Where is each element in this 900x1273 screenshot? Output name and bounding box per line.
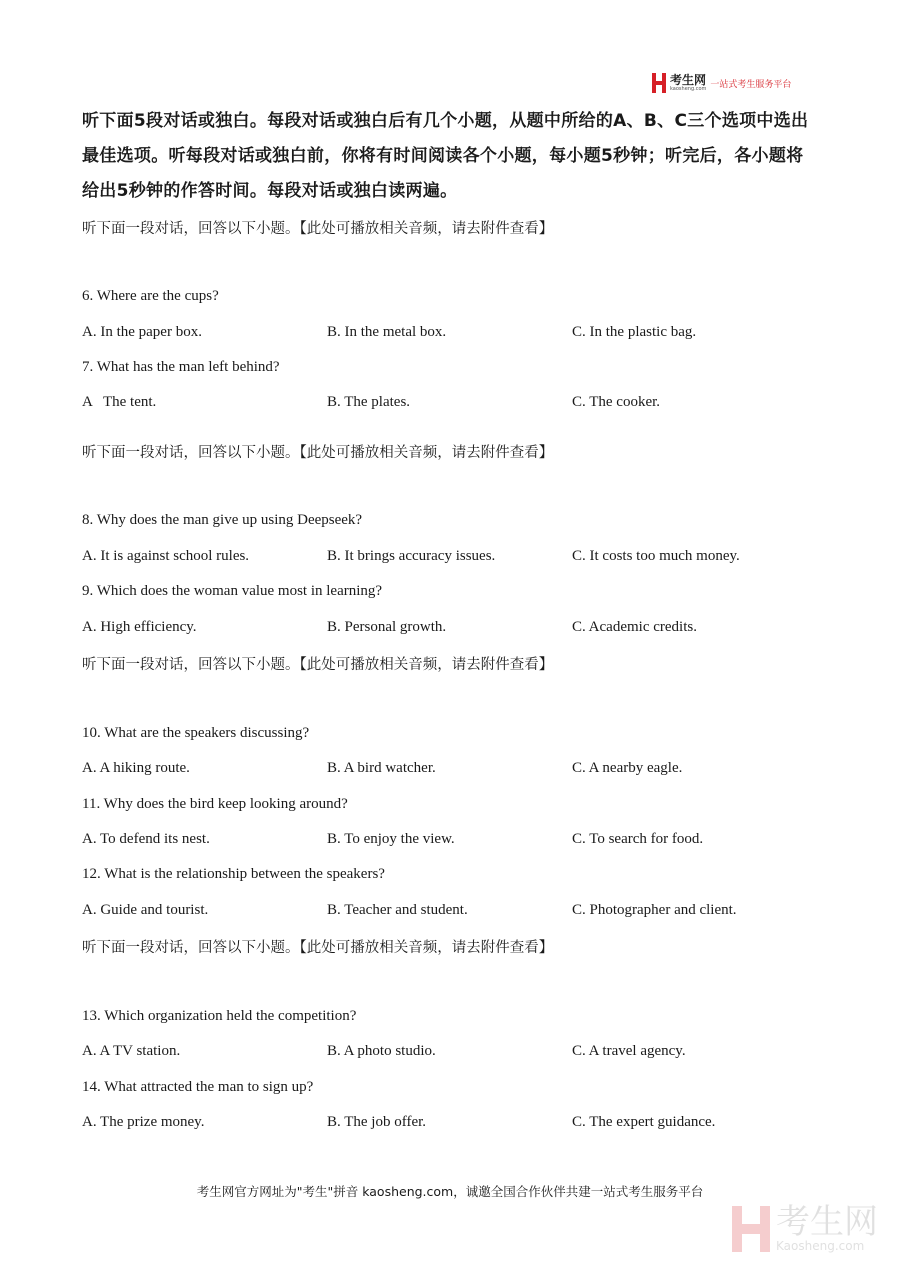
option-c: C. Academic credits. xyxy=(572,619,697,635)
section-prompt: 听下面一段对话，回答以下小题。【此处可播放相关音频，请去附件查看】 xyxy=(82,221,554,237)
question-13: 13. Which organization held the competition? xyxy=(82,1008,357,1024)
option-b: B. The job offer. xyxy=(327,1114,427,1130)
option-c: C. The expert guidance. xyxy=(572,1114,716,1130)
question-14: 14. What attracted the man to sign up? xyxy=(82,1079,314,1095)
option-c: C. Photographer and client. xyxy=(572,902,737,918)
option-a: A. The prize money. xyxy=(82,1114,205,1130)
logo-icon xyxy=(652,73,666,93)
watermark-domain: Kaosheng.com xyxy=(776,1239,865,1253)
watermark-name: 考生网 xyxy=(776,1202,878,1242)
option-b: B. A photo studio. xyxy=(327,1043,436,1059)
option-c: C. To search for food. xyxy=(572,831,704,847)
question-10: 10. What are the speakers discussing? xyxy=(82,725,310,741)
option-b: B. In the metal box. xyxy=(327,324,447,340)
question-8: 8. Why does the man give up using Deepseek? xyxy=(82,512,363,528)
page-footer: 考生网官方网址为"考生"拼音 kaosheng.com，诚邀全国合作伙伴共建一站式考生服务平台 xyxy=(196,1184,704,1199)
option-b: B. Teacher and student. xyxy=(327,902,468,918)
option-a: A. Guide and tourist. xyxy=(82,902,209,918)
option-c: C. It costs too much money. xyxy=(572,548,740,564)
question-12: 12. What is the relationship between the speakers? xyxy=(82,866,385,882)
option-a: A. It is against school rules. xyxy=(82,548,250,564)
section-prompt: 听下面一段对话，回答以下小题。【此处可播放相关音频，请去附件查看】 xyxy=(82,657,554,673)
question-9: 9. Which does the woman value most in learning? xyxy=(82,583,383,599)
watermark-logo-icon xyxy=(732,1206,770,1252)
option-c: C. The cooker. xyxy=(572,394,661,410)
option-b: B. It brings accuracy issues. xyxy=(327,548,496,564)
option-c: C. A nearby eagle. xyxy=(572,760,683,776)
question-6: 6. Where are the cups? xyxy=(82,288,219,304)
logo-slogan: 一站式考生服务平台 xyxy=(710,79,792,90)
option-a: A. High efficiency. xyxy=(82,619,197,635)
header-logo xyxy=(652,72,791,94)
section-prompt: 听下面一段对话，回答以下小题。【此处可播放相关音频，请去附件查看】 xyxy=(82,445,554,461)
option-b: B. A bird watcher. xyxy=(327,760,436,776)
option-c: C. A travel agency. xyxy=(572,1043,686,1059)
watermark xyxy=(732,1202,878,1253)
option-a: A The tent. xyxy=(82,394,157,410)
option-b: B. Personal growth. xyxy=(327,619,447,635)
logo-domain: kaosheng.com xyxy=(670,85,707,92)
question-7: 7. What has the man left behind? xyxy=(82,359,280,375)
question-11: 11. Why does the bird keep looking around? xyxy=(82,796,348,812)
option-b: B. To enjoy the view. xyxy=(327,831,455,847)
option-c: C. In the plastic bag. xyxy=(572,324,697,340)
option-a: A. In the paper box. xyxy=(82,324,202,340)
option-a: A. A TV station. xyxy=(82,1043,181,1059)
option-a: A. A hiking route. xyxy=(82,760,190,776)
instructions: 听下面5段对话或独白。每段对话或独白后有几个小题，从题中所给的A、B、C三个选项中选出最佳选项。听每段对话或独白前，你将有时间阅读各个小题，每小题5秒钟；听完后，各小题将给出5秒钟的作答时间。每段对话或独白读两遍。 xyxy=(82,111,809,201)
logo-name: 考生网 xyxy=(670,72,707,87)
section-prompt: 听下面一段对话，回答以下小题。【此处可播放相关音频，请去附件查看】 xyxy=(82,940,554,956)
option-b: B. The plates. xyxy=(327,394,411,410)
option-a: A. To defend its nest. xyxy=(82,831,210,847)
